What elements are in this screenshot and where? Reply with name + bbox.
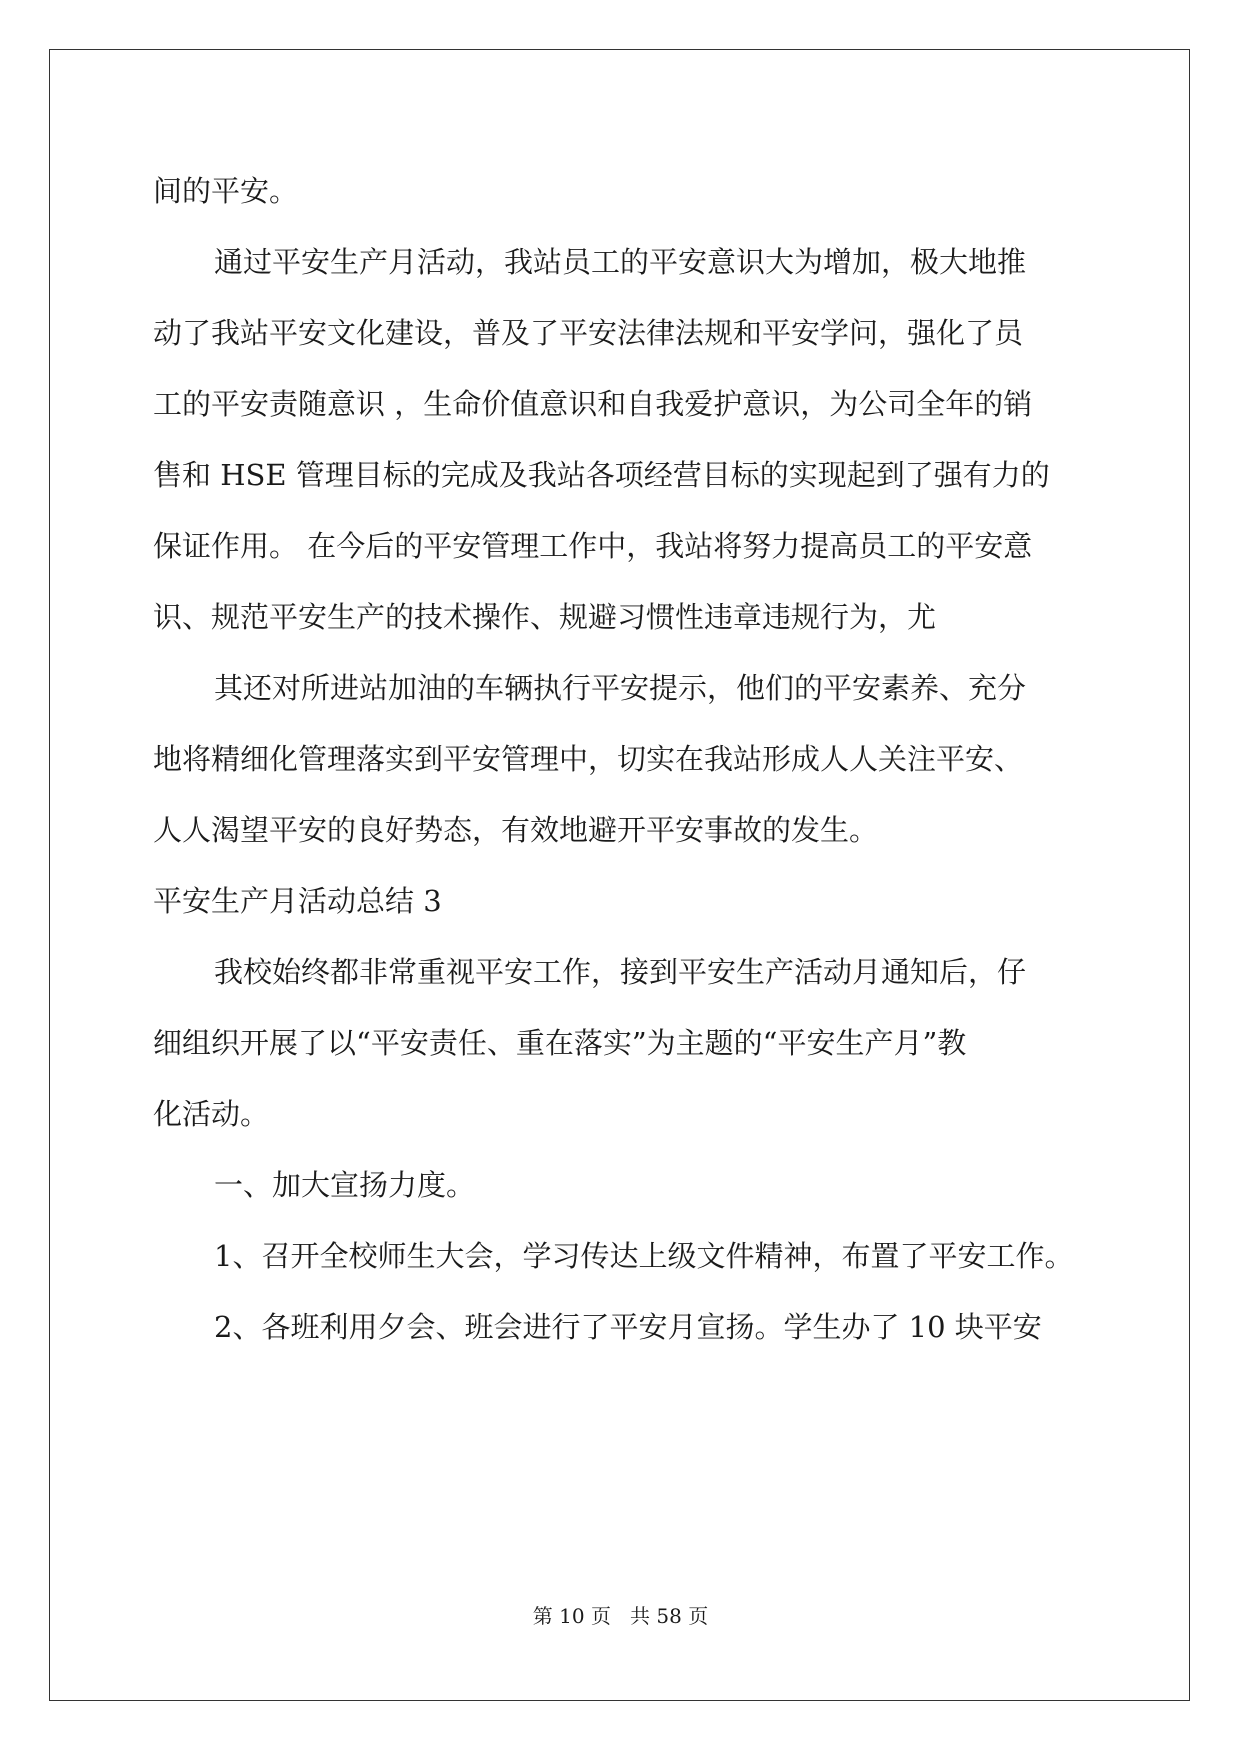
page-number: 第 10 页 共 58 页	[532, 1604, 709, 1628]
text-line: 化活动。	[153, 1097, 270, 1131]
text-line: 售和 HSE 管理目标的完成及我站各项经营目标的实现起到了强有力的	[153, 458, 1050, 492]
text-line: 地将精细化管理落实到平安管理中，切实在我站形成人人关注平安、	[153, 742, 1024, 776]
text-line: 其还对所进站加油的车辆执行平安提示，他们的平安素养、充分	[214, 671, 1027, 705]
section-heading: 平安生产月活动总结 3	[153, 884, 442, 918]
text-line: 识、规范平安生产的技术操作、规避习惯性违章违规行为，尤	[153, 600, 937, 634]
text-line: 间的平安。	[153, 174, 299, 208]
text-line: 工的平安责随意识 ，生命价值意识和自我爱护意识，为公司全年的销	[153, 387, 1033, 421]
text-line: 一、加大宣扬力度。	[214, 1168, 476, 1202]
text-line: 2、各班利用夕会、班会进行了平安月宣扬。学生办了 10 块平安	[214, 1310, 1042, 1344]
text-line: 人人渴望平安的良好势态，有效地避开平安事故的发生。	[153, 813, 879, 847]
text-line: 细组织开展了以“平安责任、重在落实”为主题的“平安生产月”教	[153, 1026, 967, 1060]
text-line: 动了我站平安文化建设，普及了平安法律法规和平安学问，强化了员	[153, 316, 1024, 350]
text-line: 1、召开全校师生大会，学习传达上级文件精神，布置了平安工作。	[214, 1239, 1074, 1273]
text-line: 保证作用。 在今后的平安管理工作中，我站将努力提高员工的平安意	[153, 529, 1033, 563]
page-border	[49, 49, 1190, 1701]
text-line: 我校始终都非常重视平安工作，接到平安生产活动月通知后，仔	[214, 955, 1027, 989]
text-line: 通过平安生产月活动，我站员工的平安意识大为增加，极大地推	[214, 245, 1027, 279]
